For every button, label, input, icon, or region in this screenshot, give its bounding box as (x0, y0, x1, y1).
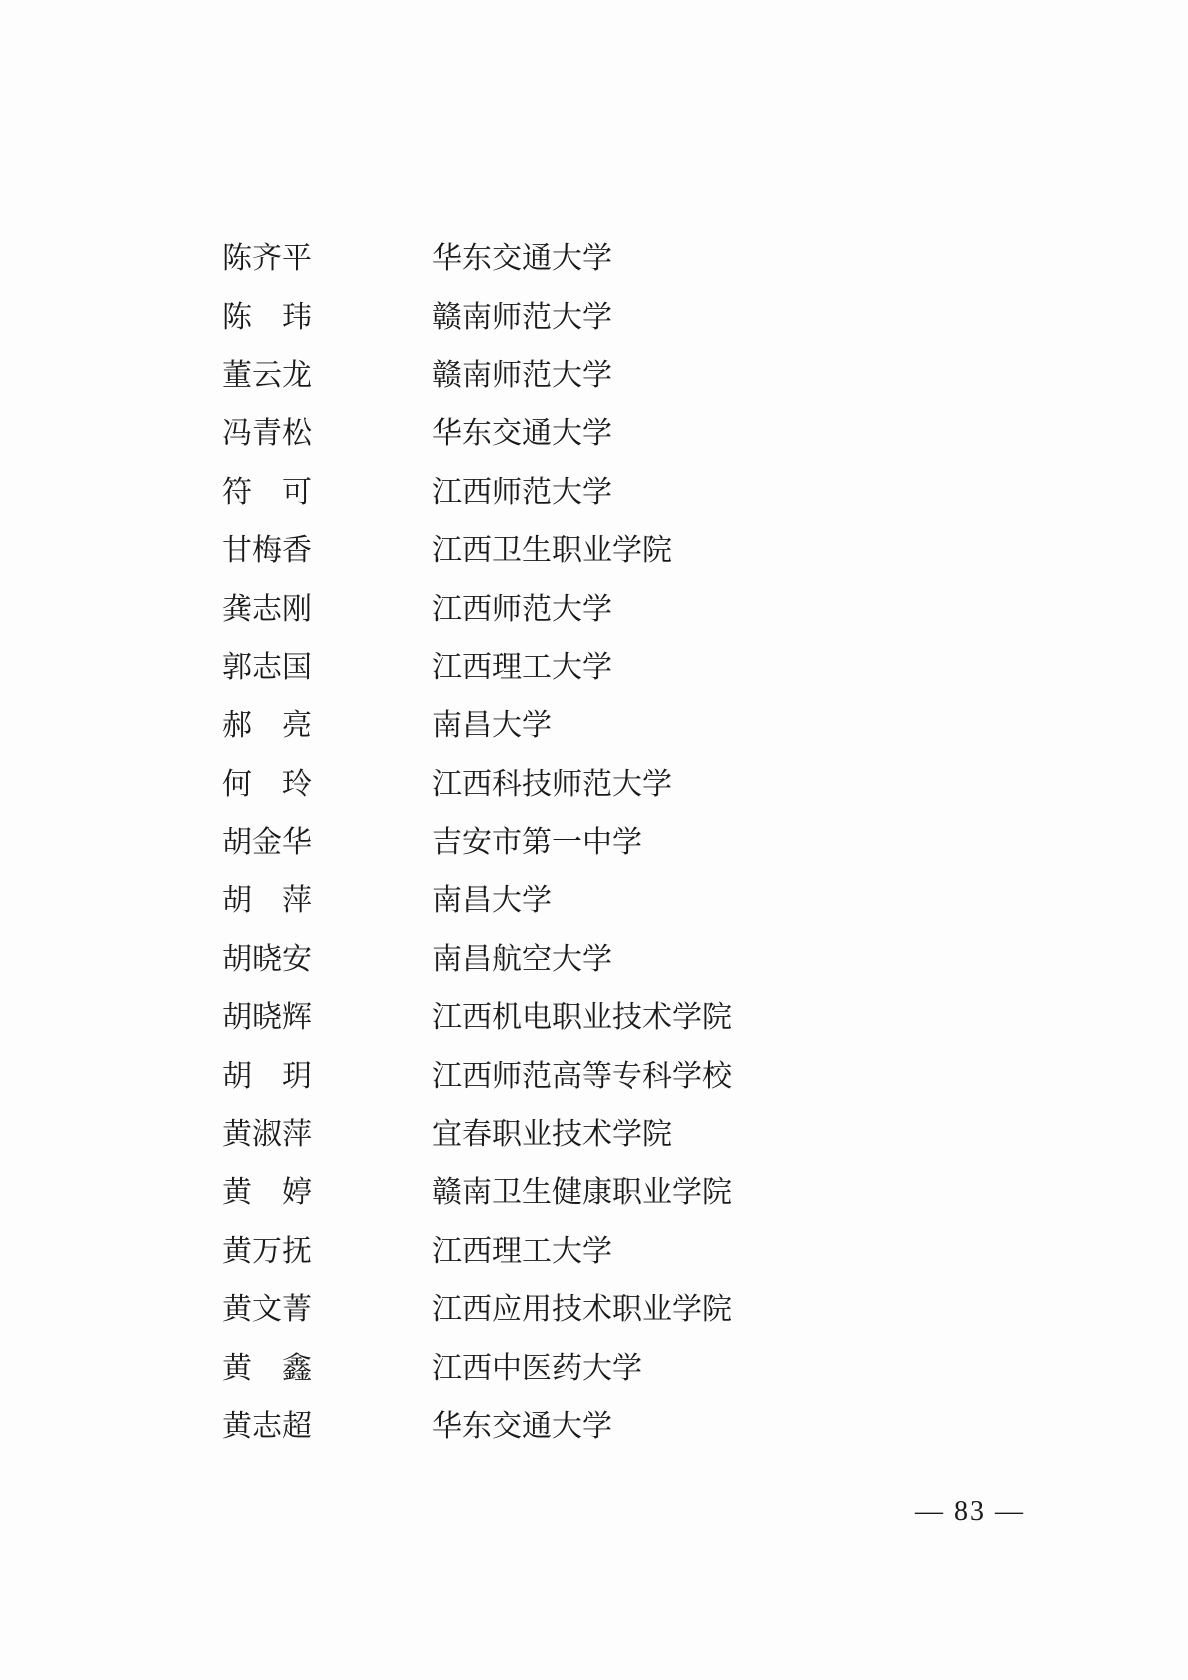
affiliation: 江西机电职业技术学院 (432, 1000, 732, 1036)
person-name: 黄 鑫 (222, 1350, 312, 1386)
list-item (222, 1047, 782, 1105)
affiliation: 江西卫生职业学院 (432, 533, 672, 569)
affiliation: 南昌大学 (432, 708, 552, 744)
person-name: 胡晓安 (222, 941, 312, 977)
affiliation: 江西师范大学 (432, 474, 612, 510)
affiliation: 江西科技师范大学 (432, 766, 672, 802)
affiliation: 吉安市第一中学 (432, 825, 642, 861)
list-item (222, 580, 782, 638)
list-item (222, 1339, 782, 1397)
page-number: — 83 — (915, 1496, 1025, 1527)
list-item (222, 1398, 782, 1456)
affiliation: 华东交通大学 (432, 1409, 612, 1444)
person-name: 董云龙 (222, 357, 312, 393)
affiliation: 江西应用技术职业学院 (432, 1292, 732, 1328)
affiliation: 赣南师范大学 (432, 357, 612, 393)
list-item (222, 522, 782, 580)
person-name: 陈 玮 (222, 299, 312, 335)
person-name: 黄志超 (222, 1409, 312, 1444)
list-item (222, 464, 782, 522)
list-item (222, 639, 782, 697)
person-name: 何 玲 (222, 766, 312, 802)
affiliation: 华东交通大学 (432, 241, 612, 277)
affiliation: 江西理工大学 (432, 1233, 612, 1269)
affiliation: 华东交通大学 (432, 416, 612, 452)
person-name: 龚志刚 (222, 591, 312, 627)
list-item (222, 230, 782, 288)
affiliation: 赣南师范大学 (432, 299, 612, 335)
affiliation: 南昌航空大学 (432, 941, 612, 977)
person-name: 胡 玥 (222, 1058, 312, 1094)
person-name: 符 可 (222, 474, 312, 510)
list-item (222, 697, 782, 755)
list-item (222, 347, 782, 405)
person-name: 黄万抚 (222, 1233, 312, 1269)
list-item (222, 1106, 782, 1164)
person-name: 郭志国 (222, 649, 312, 685)
person-name: 黄文菁 (222, 1292, 312, 1328)
affiliation: 赣南卫生健康职业学院 (432, 1175, 732, 1211)
affiliation: 江西师范高等专科学校 (432, 1058, 732, 1094)
person-name: 陈齐平 (222, 241, 312, 277)
list-item (222, 1281, 782, 1339)
person-name: 郝 亮 (222, 708, 312, 744)
name-list (222, 230, 782, 1456)
affiliation: 江西师范大学 (432, 591, 612, 627)
list-item (222, 814, 782, 872)
list-item (222, 288, 782, 346)
list-item (222, 989, 782, 1047)
affiliation: 南昌大学 (432, 883, 552, 919)
person-name: 胡 萍 (222, 883, 312, 919)
affiliation: 江西理工大学 (432, 649, 612, 685)
person-name: 胡金华 (222, 825, 312, 861)
list-item (222, 405, 782, 463)
list-item (222, 872, 782, 930)
person-name: 胡晓辉 (222, 1000, 312, 1036)
list-item (222, 1223, 782, 1281)
person-name: 甘梅香 (222, 533, 312, 569)
list-item (222, 1164, 782, 1222)
person-name: 黄 婷 (222, 1175, 312, 1211)
list-item (222, 931, 782, 989)
affiliation: 宜春职业技术学院 (432, 1117, 672, 1153)
list-item (222, 756, 782, 814)
person-name: 黄淑萍 (222, 1117, 312, 1153)
person-name: 冯青松 (222, 416, 312, 452)
affiliation: 江西中医药大学 (432, 1350, 642, 1386)
